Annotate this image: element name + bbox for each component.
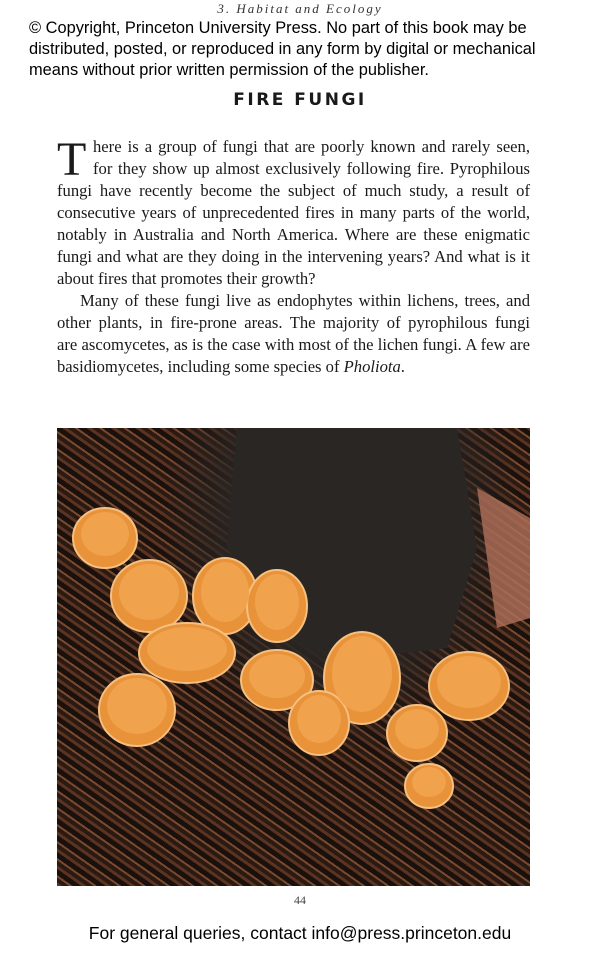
- text-line: [57, 356, 530, 378]
- text-line: about fires that promotes their growth?: [57, 269, 316, 288]
- drop-cap: T: [57, 133, 87, 186]
- text-line: for they show up almost exclusively following fire. Pyrophilous: [93, 159, 530, 178]
- text-segment: .: [400, 357, 405, 376]
- bark-fragment: [477, 488, 530, 628]
- text-line: consecutive years of unprecedented fires in many parts of the world,: [57, 203, 530, 222]
- text-line: here is a group of fungi that are poorly known and rarely seen,: [93, 137, 530, 156]
- photo-illustration: [57, 428, 530, 886]
- text-segment: basidiomycetes, including some species of: [57, 357, 344, 376]
- body-text: [57, 133, 530, 378]
- running-head: 3. Habitat and Ecology: [217, 1, 383, 16]
- section-title: FIRE FUNGI: [233, 90, 367, 110]
- copyright-notice: © Copyright, Princeton University Press. No part of this book may be distributed, posted, or reproduced in any form by digital or mechanical means without prior written permission of the publisher.: [29, 19, 536, 79]
- text-line: fungi and what are they doing in the intervening years? And what is it: [57, 247, 530, 266]
- text-line: other plants, in fire-prone areas. The majority of pyrophilous fungi: [57, 313, 530, 332]
- text-line: are ascomycetes, as is the case with most of the lichen fungi. A few are: [57, 335, 530, 354]
- italic-term: Pholiota: [343, 357, 401, 376]
- footer-notice: For general queries, contact info@press.princeton.edu: [88, 923, 512, 943]
- page-number: 44: [294, 893, 306, 907]
- text-line: Many of these fungi live as endophytes within lichens, trees, and: [80, 291, 530, 310]
- fire-fungi-photo: [57, 428, 530, 886]
- text-line: fungi have recently become the subject of much study, a result of: [57, 181, 530, 200]
- text-line: notably in Australia and North America. Where are these enigmatic: [57, 225, 530, 244]
